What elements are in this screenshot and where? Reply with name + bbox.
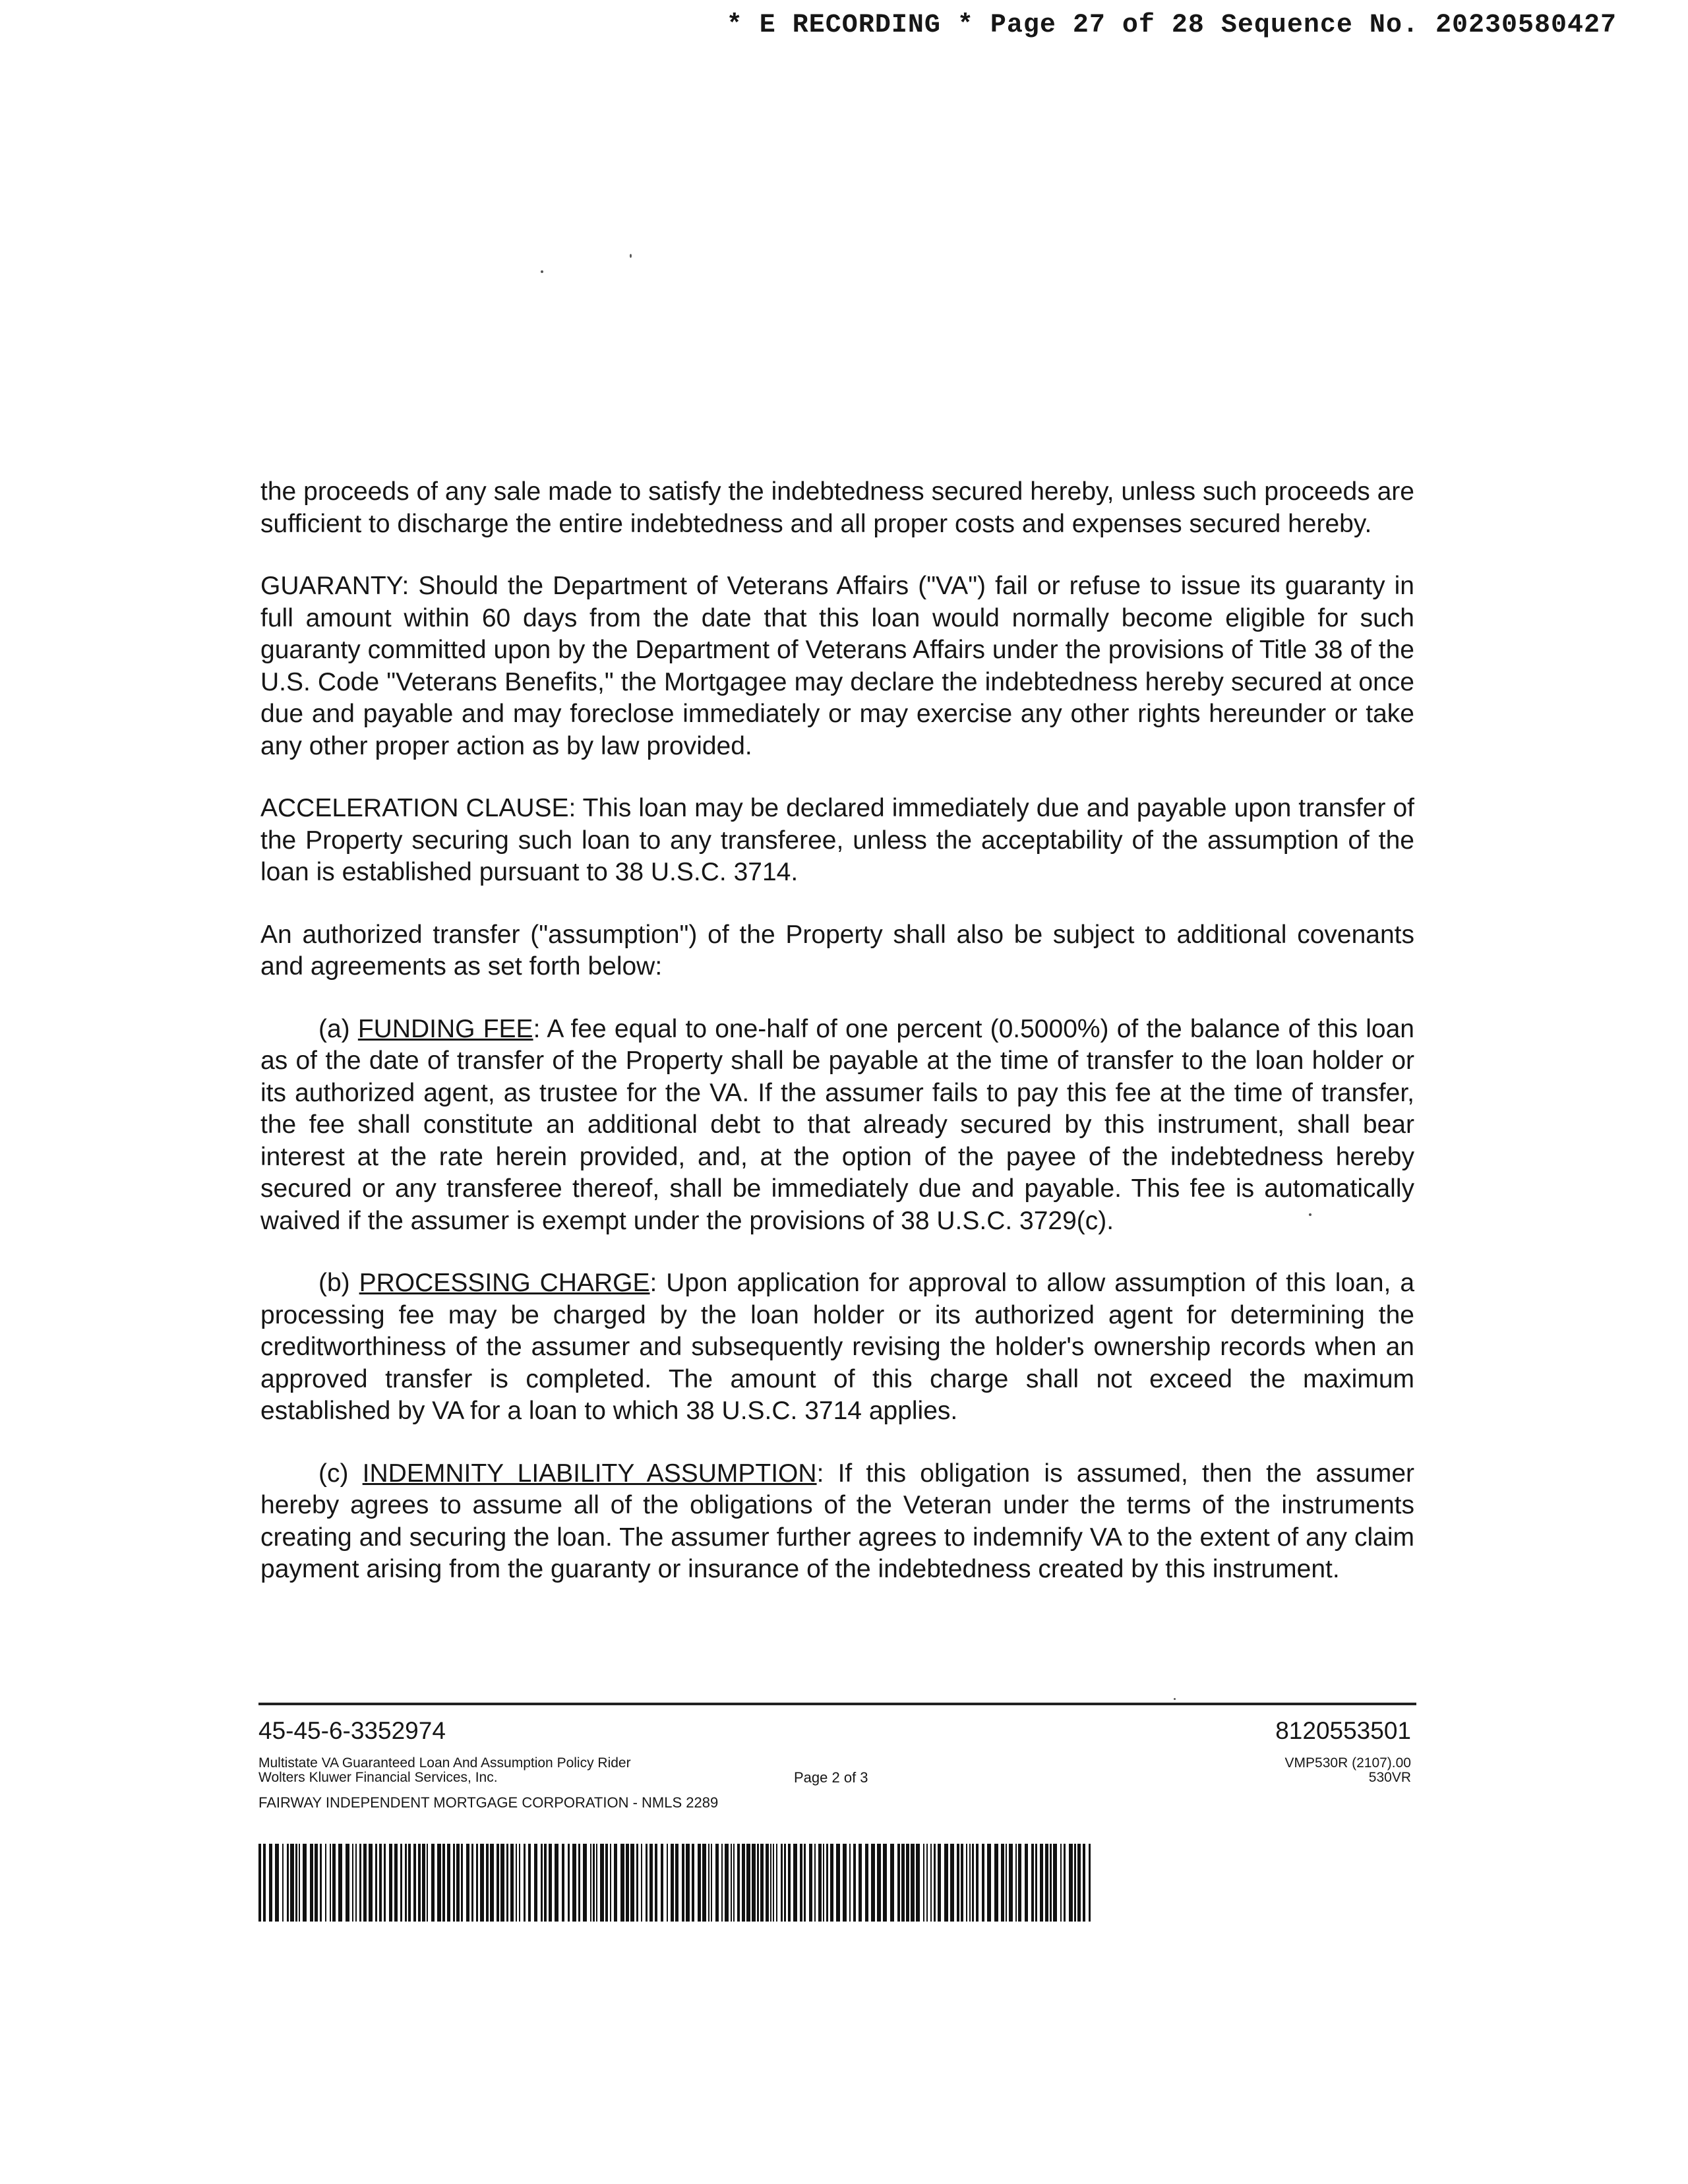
heading-processing-charge: PROCESSING CHARGE [359, 1269, 650, 1297]
indemnity-liability-text: : If this obligation is assumed, then the assumer hereby agrees to assume all of the obligations of the Veteran under the terms of the instruments creating and securing the loan. The assumer further agrees to indemnify VA to the extent of any claim payment arising from the guaranty or insurance of the indebtedness created by this instrument. [260, 1459, 1415, 1583]
paragraph-indemnity-liability [260, 1458, 1414, 1586]
paragraph-authorized-transfer: An authorized transfer ("assumption") of the Property shall also be subject to additional covenants and agreements as set forth below: [260, 920, 1414, 981]
item-prefix-a: (a) [318, 1014, 358, 1043]
form-code: VMP530R (2107).00 [1284, 1755, 1411, 1771]
publisher: Wolters Kluwer Financial Services, Inc. [258, 1770, 498, 1785]
form-title: Multistate VA Guaranteed Loan And Assumption Policy Rider [258, 1755, 631, 1771]
item-prefix-c: (c) [318, 1459, 363, 1488]
heading-funding-fee: FUNDING FEE [357, 1014, 533, 1043]
processing-charge-text: : Upon application for approval to allow assumption of this loan, a processing fee may be charged by the loan holder or its authorized agent for determining the creditworthiness of the assumer and subsequently revising the holder's ownership records when an approved transfer is completed. The amount of this charge shall not exceed the maximum established by VA for a loan to which 38 U.S.C. 3714 applies. [260, 1269, 1415, 1425]
paragraph-processing-charge [260, 1267, 1414, 1428]
paragraph-guaranty: GUARANTY: Should the Department of Veterans Affairs ("VA") fail or refuse to issue its guaranty in full amount within 60 days from the date that this loan would normally become eligible for such guaranty committed upon by the Department of Veterans Affairs under the provisions of Title 38 of the U.S. Code "Veterans Benefits," the Mortgagee may declare the indebtedness hereby secured at once due and payable and may foreclose immediately or may exercise any other rights hereunder or take any other proper action as by law provided. [260, 572, 1414, 760]
recording-header: * E RECORDING * Page 27 of 28 Sequence No. 20230580427 [726, 11, 1617, 40]
heading-indemnity-liability: INDEMNITY LIABILITY ASSUMPTION [362, 1459, 817, 1488]
page-indicator: Page 2 of 3 [794, 1769, 868, 1786]
scan-speck [541, 270, 543, 273]
funding-fee-text: : A fee equal to one-half of one percent (0.5000%) of the balance of this loan as of the date of transfer of the Property shall be payable at the time of transfer to the loan holder or its authorized agent, as trustee for the VA. If the assumer fails to pay this fee at the time of transfer, the fee shall constitute an additional debt to that already secured by this instrument, shall bear interest at the rate herein provided, and, at the option of the payee of the indebtedness hereby secured or any transferee thereof, shall be immediately due and payable. This fee is automatically waived if the assumer is exempt under the provisions of 38 U.S.C. 3729(c). [260, 1014, 1414, 1235]
item-prefix-b: (b) [318, 1269, 359, 1297]
paragraph-funding-fee [260, 1014, 1414, 1238]
scan-speck [630, 254, 632, 258]
barcode [258, 1844, 1093, 1922]
rider-body [260, 476, 1414, 1616]
lender-name: FAIRWAY INDEPENDENT MORTGAGE CORPORATION - NMLS 2289 [258, 1794, 719, 1811]
paragraph-acceleration-clause: ACCELERATION CLAUSE: This loan may be declared immediately due and payable upon transfer of the Property securing such loan to any transferee, unless the acceptability of the assumption of the loan is established pursuant to 38 U.S.C. 3714. [260, 794, 1414, 886]
scan-speck [1309, 1213, 1311, 1216]
document-number: 8120553501 [1275, 1717, 1411, 1744]
loan-number: 45-45-6-3352974 [258, 1717, 446, 1744]
footer-divider [258, 1703, 1416, 1705]
paragraph-proceeds: the proceeds of any sale made to satisfy the indebtedness secured hereby, unless such proceeds are sufficient to discharge the entire indebtedness and all proper costs and expenses secured hereby. [260, 477, 1414, 538]
scan-speck [1174, 1698, 1176, 1700]
form-sub-code: 530VR [1368, 1770, 1411, 1785]
